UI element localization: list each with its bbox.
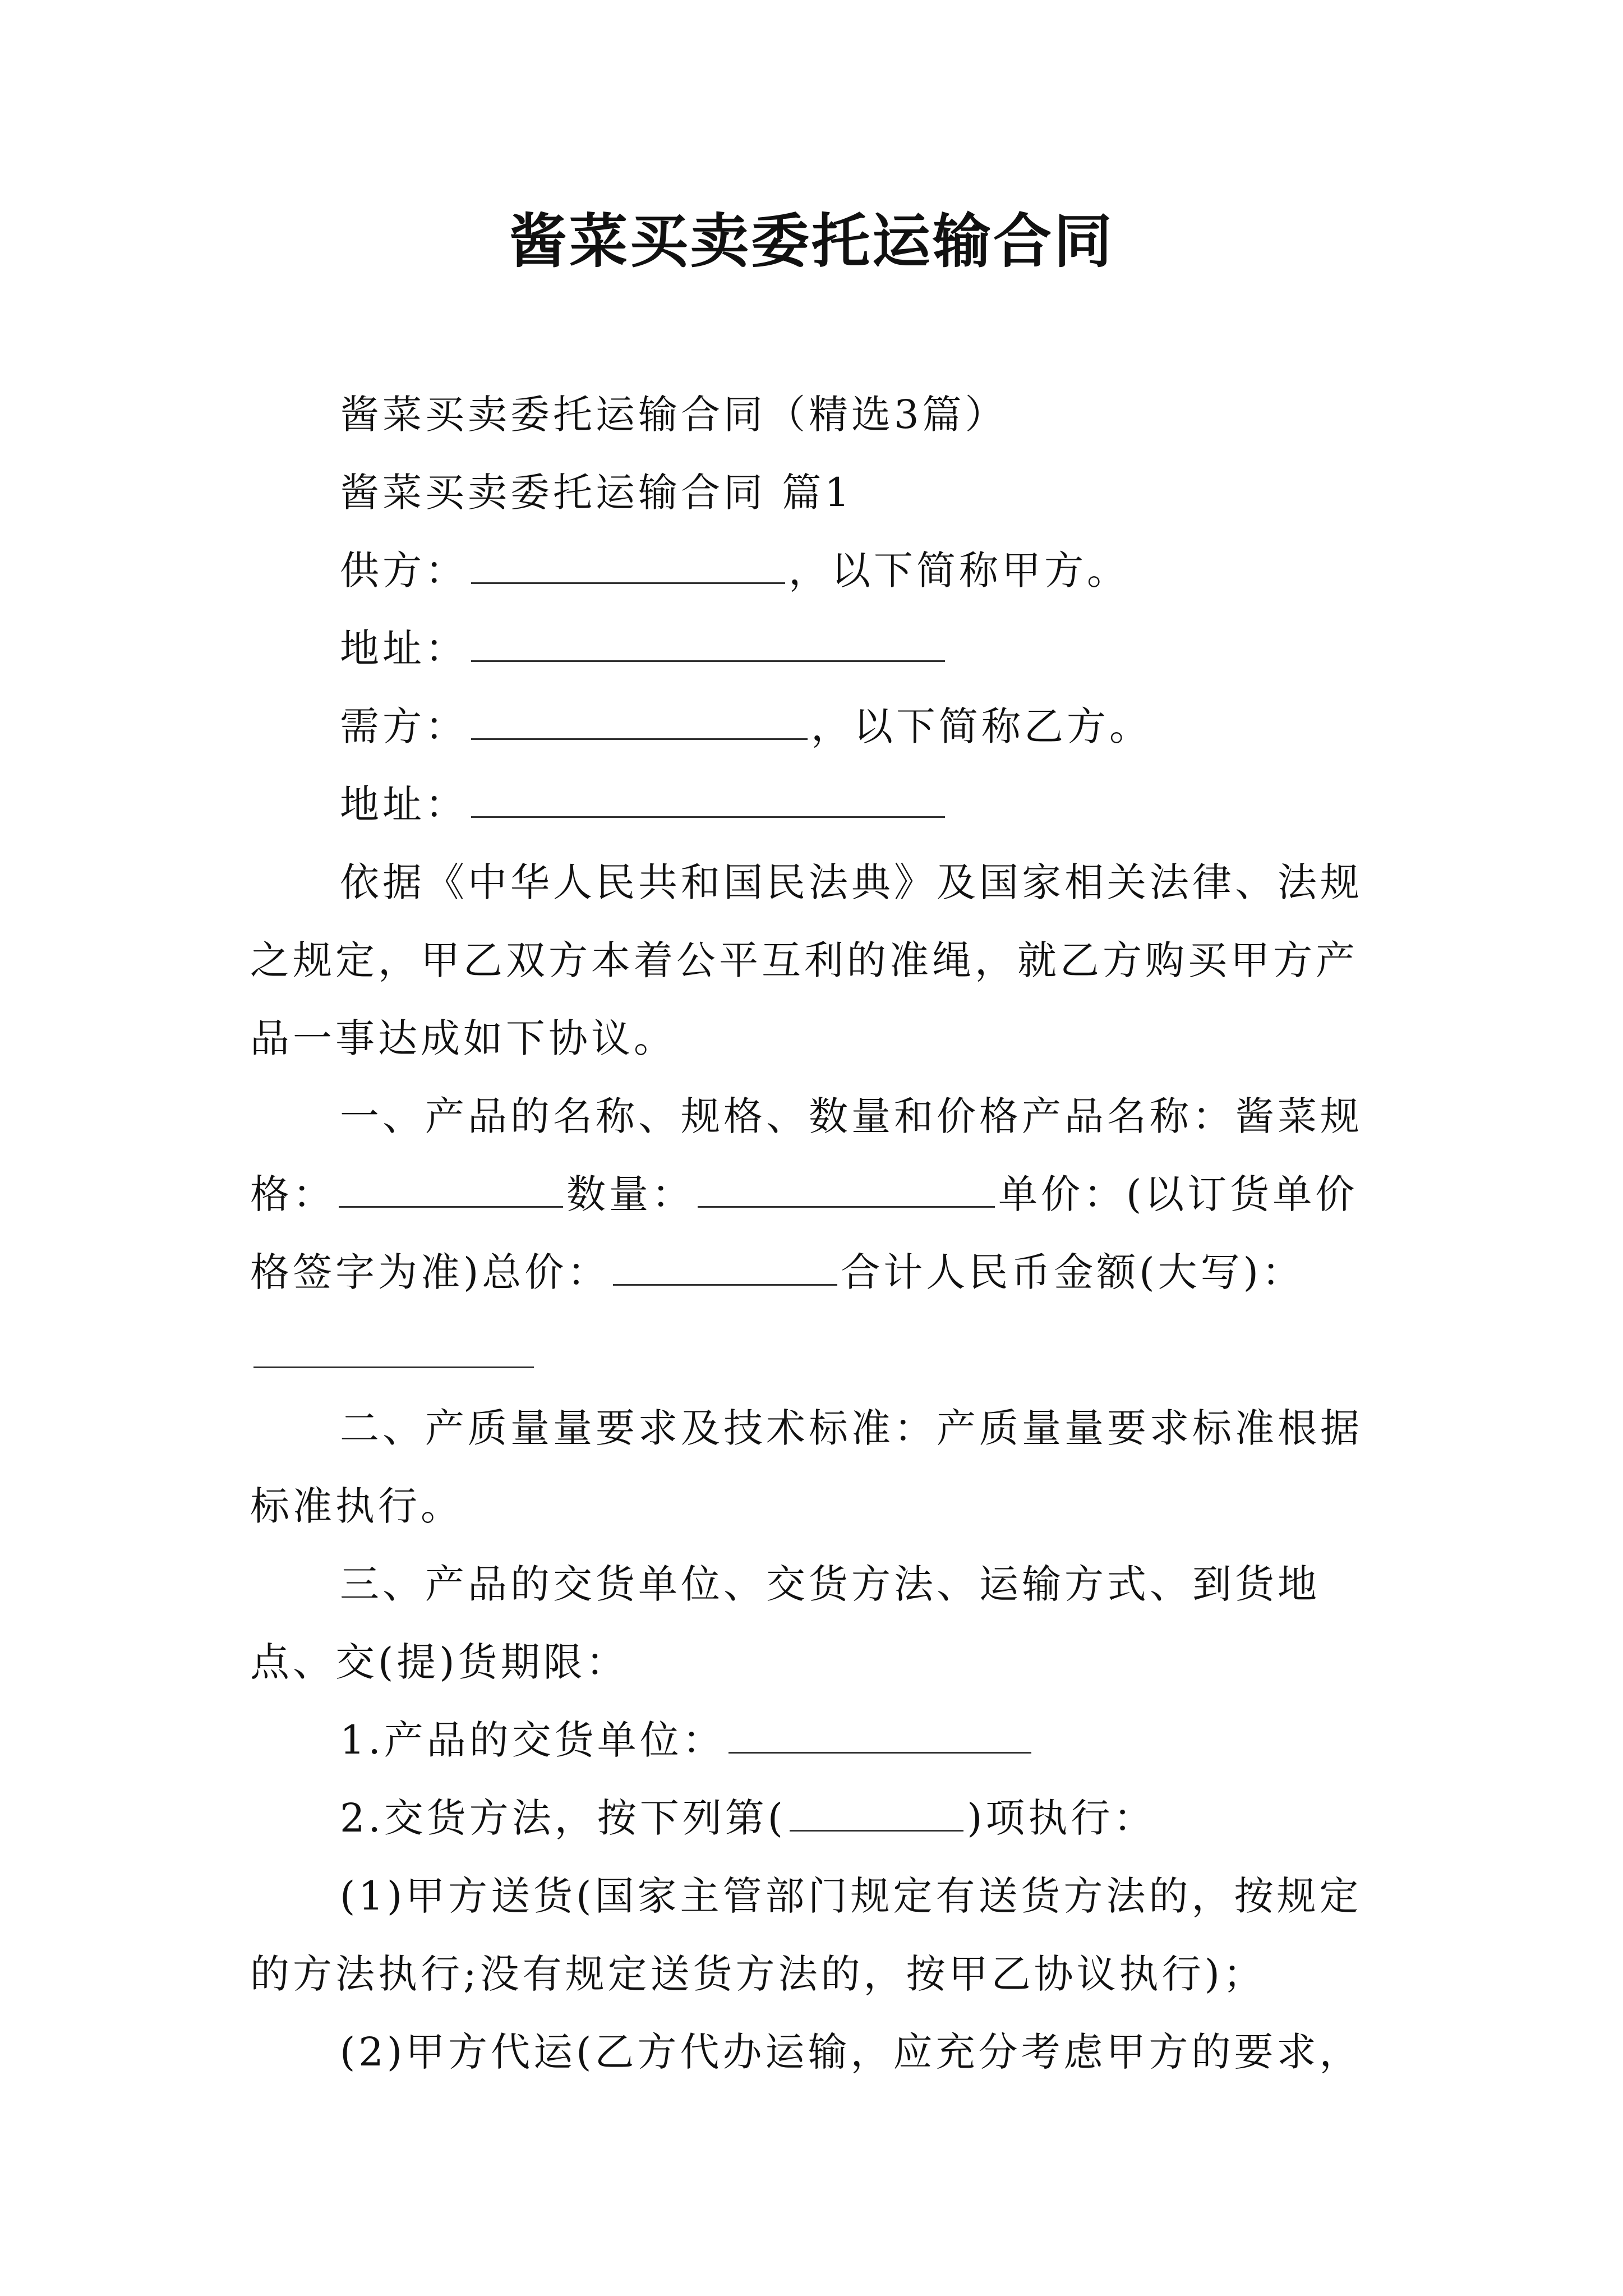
buyer-address-line <box>250 766 1389 844</box>
item-2-text-a: 2.交货方法，按下列第( <box>340 1795 787 1841</box>
item-2-line <box>250 1779 1389 1857</box>
preamble-paragraph: 依据《中华人民共和国民法典》及国家相关法律、法规之规定，甲乙双方本着公平互利的准绳，就乙方购买甲方产品一事达成如下协议。 <box>250 859 1363 1061</box>
clause-2-paragraph: 二、产质量量要求及技术标准：产质量量要求标准根据标准执行。 <box>250 1405 1363 1529</box>
address-label: 地址： <box>340 625 468 671</box>
buyer-address-blank <box>471 781 945 818</box>
amount-in-words-blank <box>253 1332 534 1368</box>
buyer-suffix: ，以下简称乙方。 <box>811 703 1152 749</box>
item-2-text-b: )项执行： <box>967 1795 1156 1841</box>
item-1-label: 1.产品的交货单位： <box>340 1717 725 1763</box>
clause-1-text-a: 一、产品的名称、规格、数量和价格产品名称：酱菜规格： <box>250 1093 1363 1217</box>
supplier-label: 供方： <box>340 547 468 593</box>
address-label: 地址： <box>340 781 468 827</box>
buyer-line <box>250 688 1389 766</box>
document-title: 酱菜买卖委托运输合同 <box>508 206 1114 275</box>
total-price-blank <box>613 1249 837 1286</box>
supplier-suffix: ，以下简称甲方。 <box>789 547 1129 593</box>
buyer-label: 需方： <box>340 703 468 749</box>
section-heading: 酱菜买卖委托运输合同 篇1 <box>340 470 853 516</box>
clause-1-text-b: 数量： <box>566 1171 694 1217</box>
supplier-address-line <box>250 610 1389 688</box>
clause-1-text-c: 单价：(以订货单价格签字为准)总价： <box>250 1171 1358 1295</box>
delivery-unit-blank <box>728 1717 1031 1754</box>
item-1-line <box>250 1701 1389 1779</box>
delivery-option-blank <box>790 1795 963 1832</box>
clause-1-text-d: 合计人民币金额(大写)： <box>841 1249 1304 1295</box>
subtitle: 酱菜买卖委托运输合同（精选3篇） <box>340 392 1008 438</box>
amount-in-words-line <box>250 1312 1389 1389</box>
spec-blank <box>339 1171 563 1208</box>
supplier-line <box>250 532 1389 610</box>
supplier-address-blank <box>471 625 945 662</box>
option-1-paragraph: (1)甲方送货(国家主管部门规定有送货方法的，按规定的方法执行;没有规定送货方法的，按甲乙协议执行)； <box>250 1873 1362 1997</box>
clause-1-paragraph <box>250 1078 1389 1312</box>
quantity-blank <box>698 1171 995 1208</box>
supplier-blank <box>471 547 785 584</box>
buyer-blank <box>471 703 808 740</box>
option-2-paragraph: (2)甲方代运(乙方代办运输，应充分考虑甲方的要求， <box>340 2029 1362 2075</box>
clause-3-paragraph: 三、产品的交货单位、交货方法、运输方式、到货地点、交(提)货期限： <box>250 1561 1320 1685</box>
document-body <box>250 376 1389 2091</box>
